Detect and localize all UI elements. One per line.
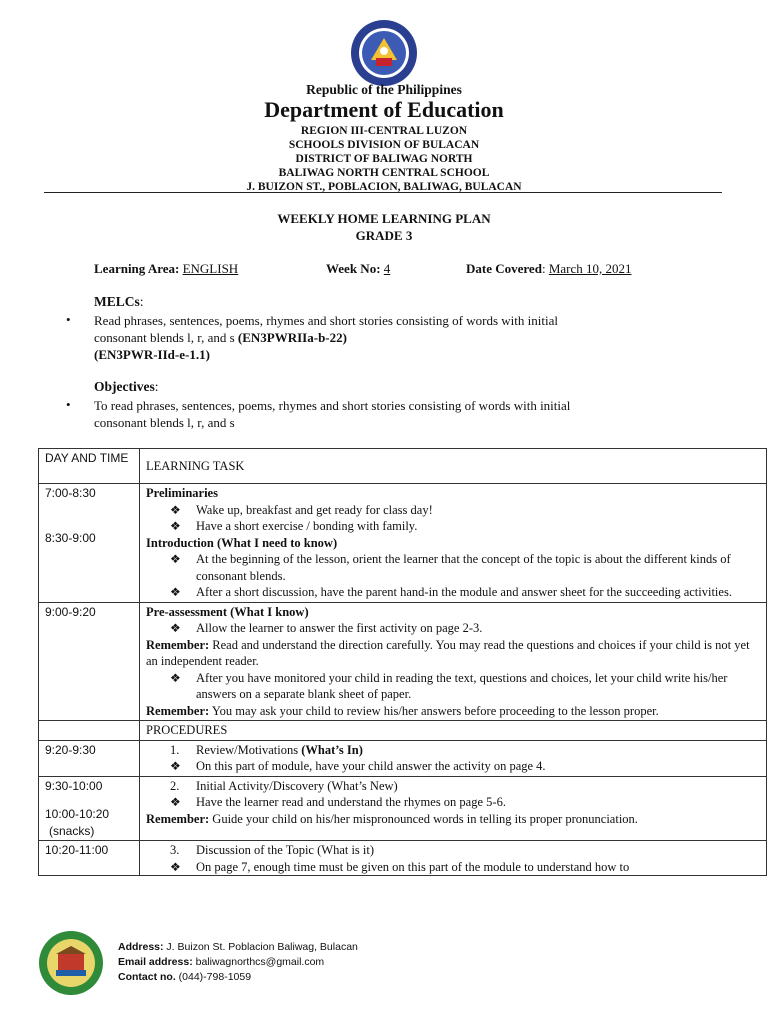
plan-title-block bbox=[0, 210, 768, 244]
melc-item bbox=[94, 312, 694, 363]
learning-plan-table bbox=[38, 448, 767, 876]
learning-area-label: Learning Area: bbox=[94, 261, 180, 276]
time-cell bbox=[39, 721, 140, 741]
time-cell: 9:30-10:00 10:00-10:20 (snacks) bbox=[39, 776, 140, 841]
diamond-bullet-icon: ❖ bbox=[170, 795, 181, 809]
col-header-learning-task: LEARNING TASK bbox=[140, 449, 767, 484]
school-line: BALIWAG NORTH CENTRAL SCHOOL bbox=[278, 167, 490, 179]
republic-heading: Republic of the Philippines bbox=[306, 82, 462, 97]
diamond-bullet-icon: ❖ bbox=[170, 759, 181, 773]
footer-address: J. Buizon St. Poblacion Baliwag, Bulacan bbox=[163, 941, 358, 953]
plan-title: WEEKLY HOME LEARNING PLAN bbox=[277, 211, 491, 226]
diamond-bullet-icon: ❖ bbox=[170, 859, 181, 874]
bullet-icon: • bbox=[66, 397, 71, 412]
table-row bbox=[39, 721, 767, 741]
school-address-block bbox=[0, 124, 768, 194]
table-row bbox=[39, 740, 767, 776]
footer-contact-number: (044)-798-1059 bbox=[175, 971, 252, 983]
date-label: Date Covered bbox=[466, 261, 542, 276]
table-row bbox=[39, 484, 767, 603]
melc-code-2: (EN3PWR-IId-e-1.1) bbox=[94, 347, 210, 362]
table-row bbox=[39, 602, 767, 721]
diamond-bullet-icon: ❖ bbox=[170, 502, 181, 517]
department-heading: Department of Education bbox=[264, 97, 504, 122]
diamond-bullet-icon: ❖ bbox=[170, 621, 181, 635]
date-field: Date Covered: March 10, 2021 bbox=[466, 261, 632, 276]
region-line: REGION III-CENTRAL LUZON bbox=[300, 125, 468, 137]
week-value: 4 bbox=[383, 261, 391, 276]
objective-item bbox=[94, 397, 694, 431]
division-line: SCHOOLS DIVISION OF BULACAN bbox=[288, 139, 480, 151]
task-cell: 1. Review/Motivations (What’s In) ❖ On this part of module, have your child answer the activity on page 4. bbox=[140, 740, 767, 776]
date-value: March 10, 2021 bbox=[548, 261, 632, 276]
learning-area-field bbox=[94, 261, 238, 277]
week-label: Week No: bbox=[326, 261, 381, 276]
introduction-heading: Introduction (What I need to know) bbox=[146, 535, 338, 550]
pre-assessment-heading: Pre-assessment (What I know) bbox=[146, 604, 309, 619]
preliminaries-heading: Preliminaries bbox=[146, 486, 218, 500]
deped-seal-logo bbox=[349, 18, 419, 88]
time-cell: 9:20-9:30 bbox=[39, 740, 140, 776]
footer-contact: Address: J. Buizon St. Poblacion Baliwag, Bulacan Email address: baliwagnorthcs@gmail.com Contact no. (044)-798-1059 bbox=[118, 941, 358, 983]
time-cell: 10:20-11:00 bbox=[39, 841, 140, 876]
table-row bbox=[39, 841, 767, 876]
task-cell: 3. Discussion of the Topic (What is it) ❖ On page 7, enough time must be given on this part of the module to understand how to bbox=[140, 841, 767, 876]
table-row bbox=[39, 776, 767, 841]
objective-line-1: To read phrases, sentences, poems, rhymes and short stories consisting of words with initial bbox=[94, 398, 571, 413]
learning-area-value: ENGLISH bbox=[182, 261, 239, 276]
time-cell: 7:00-8:30 8:30-9:00 bbox=[39, 484, 140, 603]
diamond-bullet-icon: ❖ bbox=[170, 585, 181, 599]
footer-email: baliwagnorthcs@gmail.com bbox=[192, 956, 325, 968]
bullet-icon: • bbox=[66, 312, 71, 327]
table-header-row bbox=[39, 449, 767, 484]
district-line: DISTRICT OF BALIWAG NORTH bbox=[295, 153, 473, 165]
diamond-bullet-icon: ❖ bbox=[170, 670, 181, 685]
week-field bbox=[326, 261, 390, 277]
melcs-heading: MELCs: bbox=[94, 294, 144, 309]
diamond-bullet-icon: ❖ bbox=[170, 519, 181, 533]
street-line: J. BUIZON ST., POBLACION, BALIWAG, BULACAN bbox=[246, 181, 522, 193]
melc-code-1: (EN3PWRIIa-b-22) bbox=[237, 330, 347, 345]
task-cell: 2. Initial Activity/Discovery (What’s New) ❖ Have the learner read and understand the rhymes on page 5-6. Remember: Guide your child on his/her mispronounced words in telling its proper pronunciation. bbox=[140, 776, 767, 841]
header-divider bbox=[44, 192, 722, 193]
melc-line-2: consonant blends l, r, and s bbox=[94, 330, 238, 345]
col-header-day-time: DAY AND TIME bbox=[39, 449, 140, 484]
diamond-bullet-icon: ❖ bbox=[170, 552, 181, 566]
objectives-heading: Objectives: bbox=[94, 379, 159, 394]
task-cell: Pre-assessment (What I know) ❖ Allow the learner to answer the first activity on page 2-3. Remember: Read and understand the direction carefully. You may read the questions and choices if your child is not yet an independent reader. ❖ After you have monitored your child in reading the text, questions and choices, let your child write his/her answers on a separate blank sheet of paper. Remember: You may ask your child to review his/her answers before proceeding to the lesson proper. bbox=[140, 602, 767, 721]
grade-label: GRADE 3 bbox=[355, 228, 413, 243]
procedures-heading: PROCEDURES bbox=[140, 721, 767, 741]
objective-line-2: consonant blends l, r, and s bbox=[94, 415, 235, 430]
task-cell: Preliminaries ❖ Wake up, breakfast and get ready for class day! ❖ Have a short exercise / bonding with family. Introduction (What I need to know) ❖ At the beginning of the lesson, orient the learner that the concept of the topic is about the different kinds of consonant blends. ❖ After a short discussion, have the parent hand-in the module and answer sheet for the succeeding activities. bbox=[140, 484, 767, 603]
melc-line-1: Read phrases, sentences, poems, rhymes and short stories consisting of words with initial bbox=[94, 313, 558, 328]
time-cell: 9:00-9:20 bbox=[39, 602, 140, 721]
school-logo bbox=[38, 930, 104, 996]
